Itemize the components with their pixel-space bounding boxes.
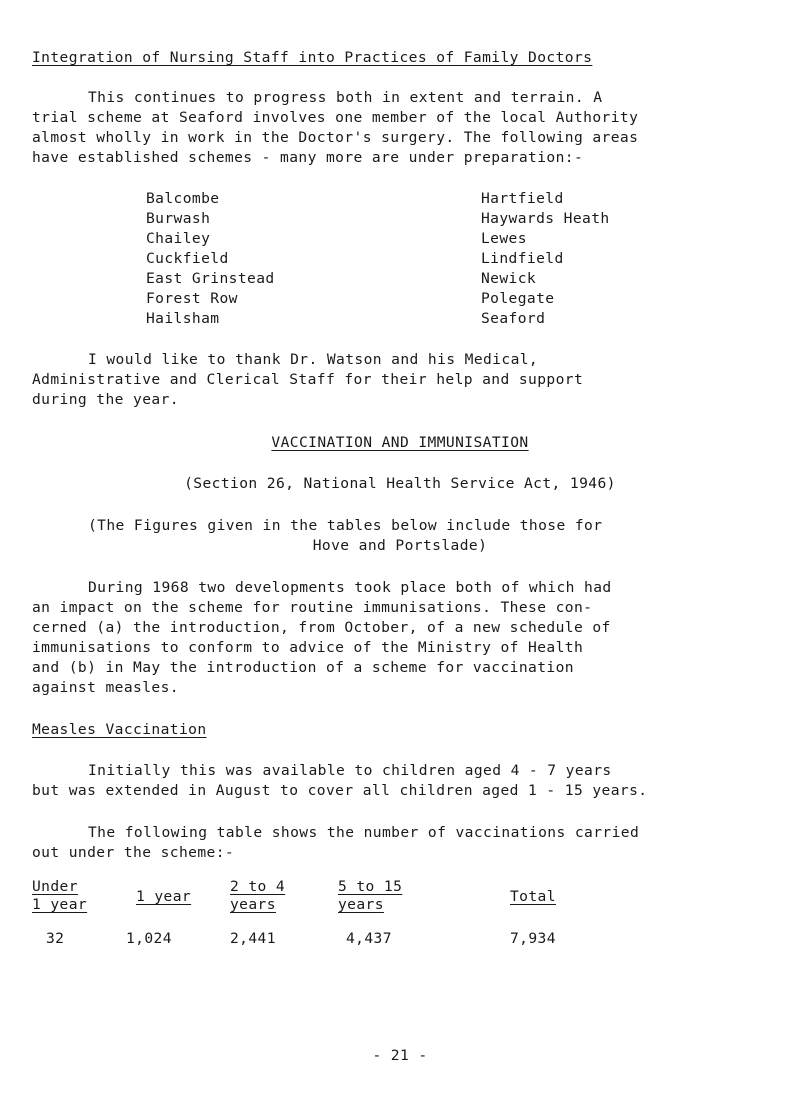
area-item: East Grinstead <box>146 270 275 287</box>
area-item: Forest Row <box>146 290 238 307</box>
page-heading: Integration of Nursing Staff into Practices of Family Doctors <box>32 49 593 66</box>
area-item: Balcombe <box>146 190 220 207</box>
developments-line-1: During 1968 two developments took place both of which had <box>88 579 612 596</box>
measles-text-line-1: Initially this was available to children aged 4 - 7 years <box>88 762 612 779</box>
table-header-2-to-4: 2 to 4 <box>230 878 286 895</box>
table-header-under: Under <box>32 878 78 895</box>
table-value-under-1-year: 32 <box>46 930 65 947</box>
table-value-2-to-4: 2,441 <box>230 930 276 947</box>
table-header-5-to-15-years: years <box>338 896 384 913</box>
thanks-line-1: I would like to thank Dr. Watson and his Medical, <box>88 351 539 368</box>
area-item: Haywards Heath <box>481 210 610 227</box>
area-item: Lindfield <box>481 250 564 267</box>
page-number: - 21 - <box>372 1047 428 1064</box>
intro-line-2: trial scheme at Seaford involves one member of the local Authority <box>32 109 639 126</box>
area-item: Polegate <box>481 290 555 307</box>
thanks-line-3: during the year. <box>32 391 179 408</box>
thanks-line-2: Administrative and Clerical Staff for their help and support <box>32 371 584 388</box>
table-intro-line-1: The following table shows the number of vaccinations carried <box>88 824 640 841</box>
table-intro-line-2: out under the scheme:- <box>32 844 235 861</box>
table-header-under-1-year: 1 year <box>32 896 88 913</box>
table-header-total: Total <box>510 888 556 905</box>
table-value-5-to-15: 4,437 <box>346 930 392 947</box>
table-header-1-year: 1 year <box>136 888 192 905</box>
area-item: Seaford <box>481 310 546 327</box>
table-header-2-to-4-years: years <box>230 896 276 913</box>
table-header-5-to-15: 5 to 15 <box>338 878 403 895</box>
intro-line-3: almost wholly in work in the Doctor's surgery. The following areas <box>32 129 639 146</box>
intro-line-1: This continues to progress both in extent and terrain. A <box>88 89 603 106</box>
developments-line-4: immunisations to conform to advice of the Ministry of Health <box>32 639 584 656</box>
developments-line-5: and (b) in May the introduction of a scheme for vaccination <box>32 659 574 676</box>
area-item: Hartfield <box>481 190 564 207</box>
figures-note-line-1: (The Figures given in the tables below include those for <box>88 517 603 534</box>
area-item: Cuckfield <box>146 250 229 267</box>
table-value-1-year: 1,024 <box>126 930 172 947</box>
area-item: Hailsham <box>146 310 220 327</box>
area-item: Newick <box>481 270 537 287</box>
measles-text-line-2: but was extended in August to cover all children aged 1 - 15 years. <box>32 782 648 799</box>
section-reference: (Section 26, National Health Service Act, 1946) <box>184 475 616 492</box>
intro-line-4: have established schemes - many more are under preparation:- <box>32 149 584 166</box>
section-title: VACCINATION AND IMMUNISATION <box>271 434 529 451</box>
table-value-total: 7,934 <box>510 930 556 947</box>
figures-note-line-2: Hove and Portslade) <box>312 537 488 554</box>
area-item: Burwash <box>146 210 211 227</box>
area-item: Lewes <box>481 230 527 247</box>
area-item: Chailey <box>146 230 211 247</box>
measles-heading: Measles Vaccination <box>32 721 207 738</box>
developments-line-3: cerned (a) the introduction, from October, of a new schedule of <box>32 619 611 636</box>
developments-line-2: an impact on the scheme for routine immunisations. These con- <box>32 599 593 616</box>
developments-line-6: against measles. <box>32 679 179 696</box>
